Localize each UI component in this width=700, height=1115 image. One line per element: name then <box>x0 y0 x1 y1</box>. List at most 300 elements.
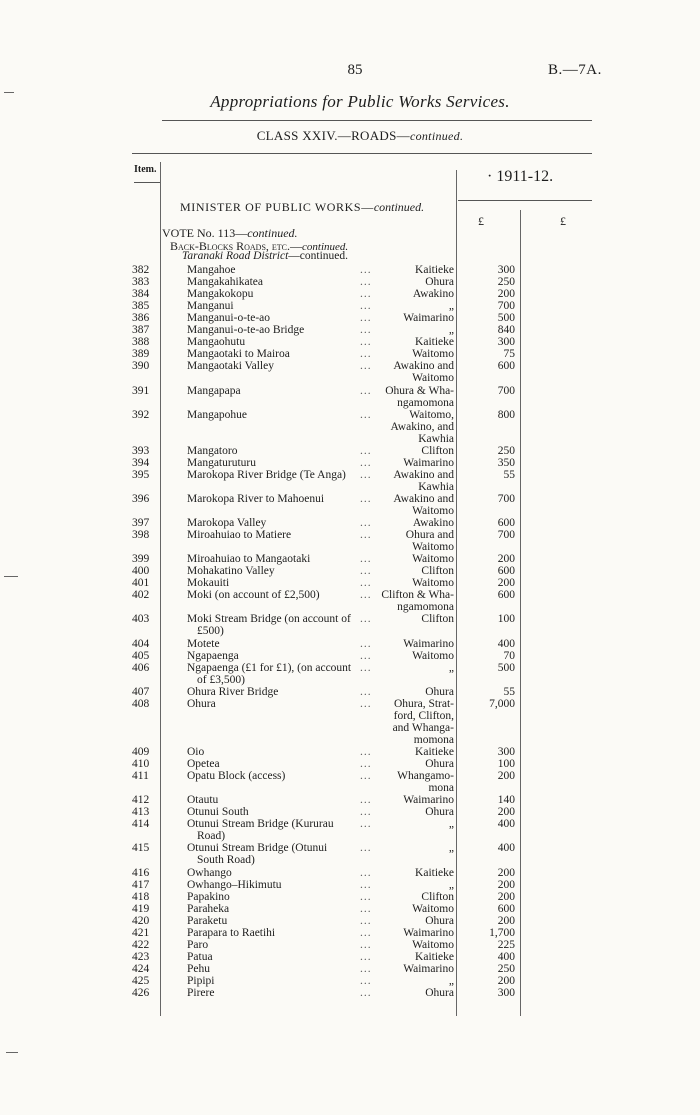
dot-leader: ... <box>360 492 372 505</box>
road-name-line: Otautu <box>187 794 219 807</box>
road-name-line: Opatu Block (access) <box>187 770 286 783</box>
dot-leader: ... <box>360 746 372 758</box>
item-number: 400 <box>132 565 150 578</box>
dot-leader: ... <box>360 456 372 469</box>
item-number: 391 <box>132 384 150 397</box>
item-number: 408 <box>132 697 150 710</box>
item-number: 410 <box>132 758 150 771</box>
dot-leader: ... <box>360 336 372 349</box>
road-name <box>187 409 377 421</box>
amount: 400 <box>497 950 515 963</box>
road-name <box>187 312 377 324</box>
item-number: 425 <box>132 974 150 987</box>
electorate-line: Awakino and <box>393 360 454 373</box>
road-name-line: Pehu <box>187 962 210 975</box>
amount: 200 <box>497 914 515 927</box>
dot-leader: ... <box>360 276 372 289</box>
road-name <box>187 758 377 770</box>
road-name-line: Moki Stream Bridge (on account of <box>187 613 351 626</box>
electorate-line: ngamomona <box>397 601 454 614</box>
road-name <box>187 951 377 963</box>
electorate <box>376 638 454 650</box>
amount: 250 <box>497 962 515 975</box>
dot-leader: ... <box>360 589 372 602</box>
item-number: 414 <box>132 818 150 831</box>
dot-leader: ... <box>360 938 372 951</box>
item-number: 388 <box>132 336 150 349</box>
item-number: 386 <box>132 312 150 325</box>
dot-leader: ... <box>360 613 372 626</box>
amount: 500 <box>497 312 515 325</box>
electorate <box>376 758 454 770</box>
road-name <box>187 867 377 879</box>
electorate-line: Waimarino <box>403 312 454 325</box>
road-name-line: Otunui Stream Bridge (Kururau <box>187 818 334 831</box>
electorate <box>376 288 454 300</box>
margin-mark <box>4 92 14 93</box>
item-number: 384 <box>132 288 150 301</box>
electorate-line: Ohura <box>425 276 454 289</box>
title-rule <box>162 120 592 121</box>
road-name-line: Mangakahikatea <box>187 276 263 289</box>
dot-leader: ... <box>360 866 372 879</box>
item-number: 393 <box>132 444 150 457</box>
road-name <box>187 927 377 939</box>
electorate <box>376 975 454 987</box>
table-top-rule <box>132 153 592 154</box>
page-title: Appropriations for Public Works Services. <box>210 92 510 111</box>
dot-leader: ... <box>360 661 372 674</box>
dot-leader: ... <box>360 468 372 481</box>
item-number: 421 <box>132 926 150 939</box>
dot-leader: ... <box>360 360 372 373</box>
item-number: 417 <box>132 878 150 891</box>
electorate <box>376 276 454 288</box>
road-name-line: Opetea <box>187 758 220 771</box>
electorate <box>376 348 454 360</box>
electorate <box>376 662 454 674</box>
minister-heading-suffix: continued. <box>373 200 425 214</box>
item-number: 383 <box>132 276 150 289</box>
road-name <box>187 770 377 782</box>
electorate <box>376 493 454 517</box>
amount: 400 <box>497 818 515 831</box>
electorate-line: Ohura and <box>405 529 454 542</box>
electorate <box>376 312 454 324</box>
road-name <box>187 517 377 529</box>
amount: 800 <box>497 408 515 421</box>
item-number: 390 <box>132 360 150 373</box>
electorate <box>376 927 454 939</box>
electorate <box>376 867 454 879</box>
electorate-line: Waitomo <box>412 577 454 590</box>
road-name <box>187 879 377 891</box>
dot-leader: ... <box>360 637 372 650</box>
margin-mark <box>4 576 18 577</box>
dot-leader: ... <box>360 758 372 771</box>
amount: 200 <box>497 878 515 891</box>
road-name-line: Mokauiti <box>187 577 230 590</box>
dot-leader: ... <box>360 987 372 999</box>
amount: 700 <box>497 529 515 542</box>
electorate-line: Kaitieke <box>415 746 454 758</box>
road-name <box>187 746 377 758</box>
amount: 700 <box>497 300 515 313</box>
electorate-line: „ <box>448 300 454 313</box>
item-number: 416 <box>132 866 150 879</box>
road-name-line: South Road) <box>197 854 255 867</box>
electorate-line: „ <box>448 974 454 987</box>
electorate <box>376 264 454 276</box>
amount: 250 <box>497 276 515 289</box>
back-blocks-heading-text: Back-Blocks Roads, etc.— <box>170 239 303 253</box>
amount: 500 <box>497 661 515 674</box>
amount: 7,000 <box>489 697 515 710</box>
dot-leader: ... <box>360 962 372 975</box>
road-name-line: Mangaotaki Valley <box>187 360 274 373</box>
road-name <box>187 324 377 336</box>
amount: 600 <box>497 517 515 530</box>
road-name <box>187 794 377 806</box>
dot-leader: ... <box>360 384 372 397</box>
minister-heading <box>180 200 424 215</box>
electorate <box>376 891 454 903</box>
electorate <box>376 770 454 794</box>
dot-leader: ... <box>360 685 372 698</box>
road-name <box>187 529 377 541</box>
electorate <box>376 915 454 927</box>
road-name <box>187 818 377 842</box>
electorate <box>376 698 454 746</box>
amount: 300 <box>497 746 515 758</box>
dot-leader: ... <box>360 902 372 915</box>
electorate-line: „ <box>448 818 454 831</box>
road-name <box>187 662 377 686</box>
electorate-line: Awakino <box>412 288 454 301</box>
road-name <box>187 686 377 698</box>
electorate <box>376 360 454 384</box>
electorate-line: mona <box>428 782 454 795</box>
electorate-line: Waitomo <box>412 553 454 566</box>
pound-symbol-right: £ <box>560 214 566 228</box>
road-name <box>187 493 377 505</box>
amount: 55 <box>503 685 515 698</box>
dot-leader: ... <box>360 565 372 578</box>
dot-leader: ... <box>360 517 372 530</box>
item-number: 396 <box>132 492 150 505</box>
road-name <box>187 650 377 662</box>
amount: 1,700 <box>489 926 515 939</box>
road-name <box>187 915 377 927</box>
electorate <box>376 818 454 830</box>
road-name <box>187 276 377 288</box>
road-name-line: Mangaotaki to Mairoa <box>187 348 290 361</box>
amount: 100 <box>497 613 515 626</box>
electorate-line: „ <box>448 324 454 337</box>
electorate-line: Clifton <box>421 444 454 457</box>
electorate-line: Awakino <box>412 517 454 530</box>
dot-leader: ... <box>360 300 372 313</box>
electorate <box>376 794 454 806</box>
item-number: 426 <box>132 987 150 999</box>
vote-heading-text: VOTE No. 113— <box>162 226 248 240</box>
road-name-line: Miroahuiao to Mangaotaki <box>187 553 311 566</box>
document-reference: B.—7A. <box>548 62 602 78</box>
class-heading-suffix: continued. <box>409 129 464 143</box>
dot-leader: ... <box>360 529 372 542</box>
details-column-divider <box>456 170 457 1016</box>
road-name-line: £500) <box>197 625 224 638</box>
road-name-line: Manganui-o-te-ao <box>187 312 271 325</box>
electorate-line: Clifton <box>421 890 454 903</box>
road-name-line: Paraketu <box>187 914 228 927</box>
electorate <box>376 686 454 698</box>
amount: 200 <box>497 890 515 903</box>
road-name-line: Otunui Stream Bridge (Otunui <box>187 842 328 855</box>
electorate-line: Awakino, and <box>390 420 454 433</box>
electorate-line: Waimarino <box>403 926 454 939</box>
road-name <box>187 963 377 975</box>
item-number: 394 <box>132 456 150 469</box>
item-number: 420 <box>132 914 150 927</box>
road-name <box>187 445 377 457</box>
electorate <box>376 613 454 625</box>
road-name-line: Patua <box>187 950 213 963</box>
road-name <box>187 891 377 903</box>
amount: 600 <box>497 589 515 602</box>
electorate-line: Clifton & Wha- <box>381 589 454 602</box>
electorate <box>376 746 454 758</box>
road-name <box>187 264 377 276</box>
dot-leader: ... <box>360 950 372 963</box>
dot-leader: ... <box>360 553 372 566</box>
electorate-line: Kaitieke <box>415 336 454 349</box>
road-name <box>187 577 377 589</box>
dot-leader: ... <box>360 348 372 361</box>
road-name-line: Parapara to Raetihi <box>187 926 276 939</box>
electorate-line: Ohura <box>425 914 454 927</box>
road-name-line: Moki (on account of £2,500) <box>187 589 320 602</box>
electorate-line: Waitomo, <box>409 408 454 421</box>
item-number: 423 <box>132 950 150 963</box>
amount: 140 <box>497 794 515 807</box>
road-name-line: Mohakatino Valley <box>187 565 275 578</box>
road-name-line: Papakino <box>187 890 230 903</box>
road-name-line: Mangaturuturu <box>187 456 256 469</box>
electorate-line: Waimarino <box>403 637 454 650</box>
minister-heading-text: MINISTER OF PUBLIC WORKS— <box>180 200 374 214</box>
road-name-line: Ngapaenga (£1 for £1), (on account <box>187 661 352 674</box>
electorate <box>376 457 454 469</box>
amount: 225 <box>497 938 515 951</box>
amount: 300 <box>497 264 515 276</box>
road-name <box>187 553 377 565</box>
dot-leader: ... <box>360 794 372 807</box>
electorate <box>376 300 454 312</box>
item-number: 382 <box>132 264 150 276</box>
electorate <box>376 517 454 529</box>
road-name-line: Mangaohutu <box>187 336 246 349</box>
electorate-line: Kaitieke <box>415 866 454 879</box>
electorate-line: Ohura & Wha- <box>385 384 454 397</box>
road-name-line: Mangapapa <box>187 384 241 397</box>
item-number: 406 <box>132 661 150 674</box>
electorate-line: Ohura <box>425 806 454 819</box>
item-number: 403 <box>132 613 150 626</box>
pound-symbol-left: £ <box>478 214 484 228</box>
year-column-header: · 1911-12. <box>487 168 554 185</box>
item-header-underline <box>134 182 160 183</box>
dot-leader: ... <box>360 770 372 783</box>
road-name <box>187 987 377 999</box>
amount: 55 <box>503 468 515 481</box>
item-number: 398 <box>132 529 150 542</box>
dot-leader: ... <box>360 926 372 939</box>
amount: 200 <box>497 553 515 566</box>
road-name <box>187 638 377 650</box>
road-name <box>187 385 377 397</box>
road-name-line: Manganui <box>187 300 234 313</box>
electorate-line: Waitomo <box>412 348 454 361</box>
amount: 100 <box>497 758 515 771</box>
item-number: 387 <box>132 324 150 337</box>
electorate <box>376 806 454 818</box>
amount: 300 <box>497 336 515 349</box>
item-number: 422 <box>132 938 150 951</box>
road-name <box>187 613 377 637</box>
item-number: 418 <box>132 890 150 903</box>
road-name-line: Pipipi <box>187 974 215 987</box>
road-name <box>187 903 377 915</box>
electorate-line: Waimarino <box>403 962 454 975</box>
electorate-line: Kaitieke <box>415 950 454 963</box>
road-name-line: Motete <box>187 637 220 650</box>
amount: 250 <box>497 444 515 457</box>
road-name <box>187 300 377 312</box>
amount: 70 <box>503 649 515 662</box>
electorate <box>376 553 454 565</box>
amount-column-divider <box>520 210 521 1016</box>
electorate-line: ngamomona <box>397 396 454 409</box>
dot-leader: ... <box>360 818 372 831</box>
electorate-line: „ <box>448 661 454 674</box>
item-number: 389 <box>132 348 150 361</box>
district-heading-text: Taranaki Road District <box>182 250 289 262</box>
item-number: 399 <box>132 553 150 566</box>
dot-leader: ... <box>360 264 372 276</box>
road-name-line: Miroahuiao to Matiere <box>187 529 292 542</box>
road-name <box>187 975 377 987</box>
road-name-line: of £3,500) <box>197 673 245 686</box>
electorate-line: „ <box>448 878 454 891</box>
dot-leader: ... <box>360 408 372 421</box>
electorate <box>376 385 454 409</box>
electorate <box>376 409 454 445</box>
amount: 200 <box>497 974 515 987</box>
dot-leader: ... <box>360 444 372 457</box>
road-name <box>187 806 377 818</box>
electorate <box>376 951 454 963</box>
amount: 700 <box>497 492 515 505</box>
road-name-line: Paro <box>187 938 209 951</box>
amount: 840 <box>497 324 515 337</box>
district-heading <box>182 250 348 262</box>
item-number: 411 <box>132 770 149 783</box>
dot-leader: ... <box>360 312 372 325</box>
amount: 400 <box>497 842 515 855</box>
dot-leader: ... <box>360 878 372 891</box>
class-heading-text: CLASS XXIV.—ROADS— <box>256 128 410 143</box>
amount: 700 <box>497 384 515 397</box>
electorate <box>376 565 454 577</box>
road-name <box>187 288 377 300</box>
dot-leader: ... <box>360 842 372 855</box>
road-name-line: Manganui-o-te-ao Bridge <box>187 324 305 337</box>
electorate-line: Waitomo <box>412 649 454 662</box>
road-name-line: Ngapaenga <box>187 649 239 662</box>
road-name <box>187 698 377 710</box>
electorate-line: Clifton <box>421 565 454 578</box>
road-name <box>187 336 377 348</box>
electorate-line: Ohura <box>425 758 454 771</box>
item-column-header: Item. <box>134 164 157 175</box>
road-name <box>187 589 377 601</box>
electorate-line: Whangamo- <box>397 770 454 783</box>
road-name-line: Owhango <box>187 866 232 879</box>
electorate-line: Waitomo <box>412 902 454 915</box>
amount: 350 <box>497 456 515 469</box>
page-number: 85 <box>347 62 363 78</box>
electorate-line: Waitomo <box>412 372 454 385</box>
item-number: 415 <box>132 842 150 855</box>
electorate-line: Clifton <box>421 613 454 626</box>
electorate-line: Waimarino <box>403 456 454 469</box>
road-name-line: Ohura <box>187 697 216 710</box>
dot-leader: ... <box>360 974 372 987</box>
amount: 600 <box>497 902 515 915</box>
road-name <box>187 348 377 360</box>
road-name-line: Mangapohue <box>187 408 248 421</box>
electorate <box>376 324 454 336</box>
electorate-line: Waitomo <box>412 504 454 517</box>
item-number: 419 <box>132 902 150 915</box>
item-number: 395 <box>132 468 150 481</box>
vote-heading-suffix: continued. <box>247 226 298 240</box>
amount: 600 <box>497 565 515 578</box>
road-name-line: Marokopa Valley <box>187 517 267 530</box>
electorate-line: Kaitieke <box>415 264 454 276</box>
amount: 400 <box>497 637 515 650</box>
road-name <box>187 457 377 469</box>
electorate-line: Kawhia <box>418 480 454 493</box>
dot-leader: ... <box>360 914 372 927</box>
electorate-line: Waitomo <box>412 541 454 554</box>
electorate-line: Awakino and <box>393 492 454 505</box>
electorate-line: Ohura, Strat- <box>393 697 454 710</box>
electorate <box>376 577 454 589</box>
dot-leader: ... <box>360 649 372 662</box>
item-number: 409 <box>132 746 150 758</box>
dot-leader: ... <box>360 806 372 819</box>
road-name-line: Paraheka <box>187 902 230 915</box>
road-name-line: Mangatoro <box>187 444 238 457</box>
electorate-line: Ohura <box>425 987 454 999</box>
dot-leader: ... <box>360 890 372 903</box>
electorate <box>376 445 454 457</box>
amount: 200 <box>497 577 515 590</box>
road-name-line: Mangahoe <box>187 264 236 276</box>
dot-leader: ... <box>360 697 372 710</box>
